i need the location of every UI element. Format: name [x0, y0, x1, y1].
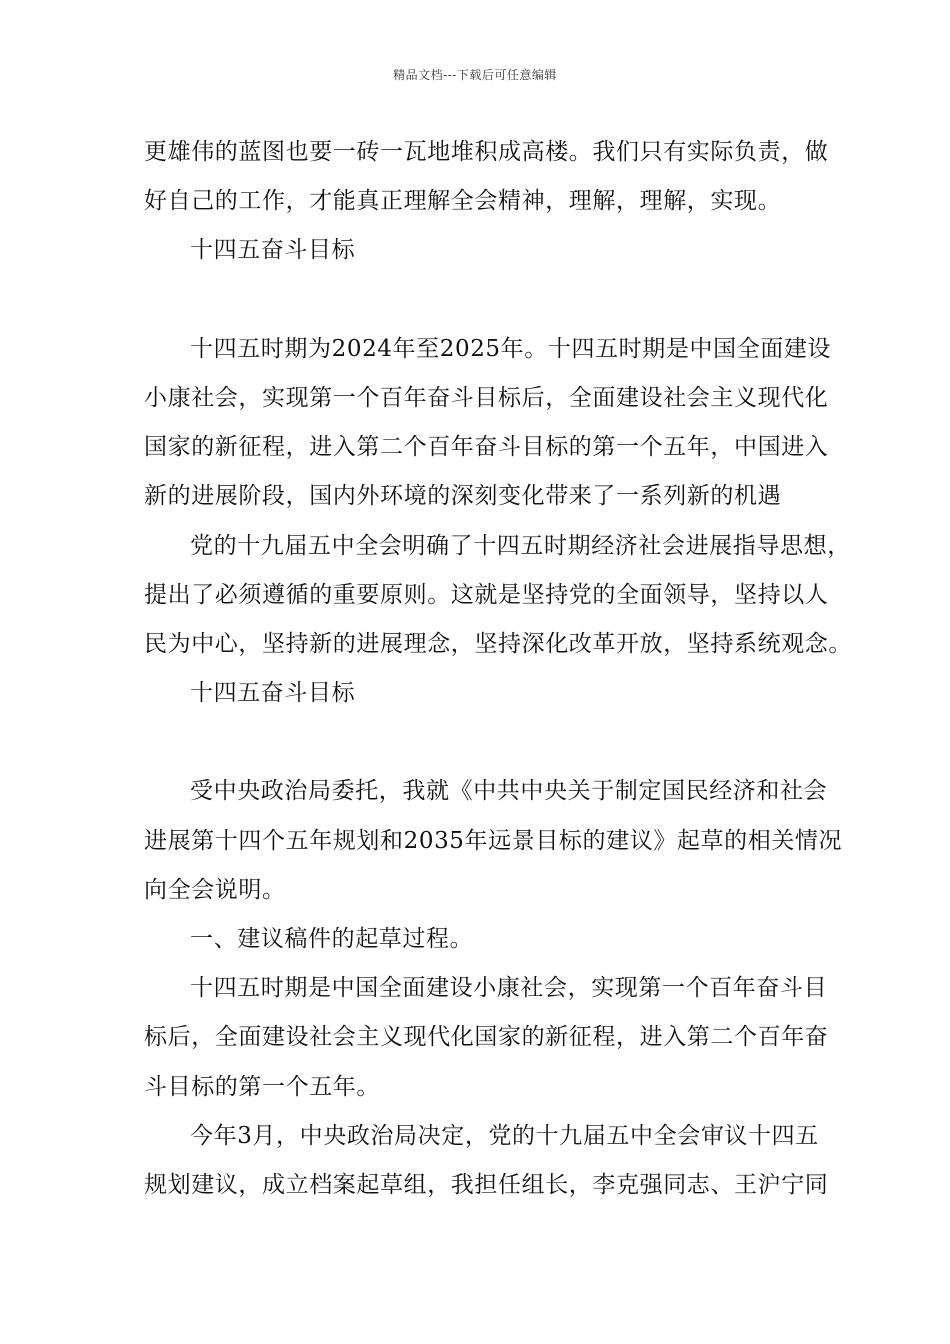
text-line: 受中央政治局委托，我就《中共中央关于制定国民经济和社会	[190, 778, 828, 805]
text-line: 十四五奋斗目标	[190, 237, 356, 264]
text-line: 民为中心，坚持新的进展理念，坚持深化改革开放，坚持系统观念。	[144, 630, 852, 657]
document-body	[144, 128, 852, 1210]
paragraph	[144, 128, 829, 226]
paragraph	[144, 915, 810, 964]
blank-line	[144, 718, 810, 767]
section-heading	[144, 226, 810, 275]
blank-line	[144, 276, 810, 325]
paragraph	[144, 1112, 829, 1210]
text-line: 好自己的工作，才能真正理解全会精神，理解，理解，实现。	[144, 188, 782, 215]
text-line: 十四五时期为2024年至2025年。十四五时期是中国全面建设	[190, 335, 832, 362]
paragraph	[144, 522, 852, 670]
text-line: 国家的新征程，进入第二个百年奋斗目标的第一个五年，中国进入	[144, 434, 829, 461]
text-line: 十四五时期是中国全面建设小康社会，实现第一个百年奋斗目	[190, 975, 828, 1002]
text-line: 十四五奋斗目标	[190, 680, 356, 707]
text-line: 标后，全面建设社会主义现代化国家的新征程，进入第二个百年奋	[144, 1024, 829, 1051]
paragraph	[144, 325, 832, 522]
text-line: 今年3月，中央政治局决定，党的十九届五中全会审议十四五	[190, 1122, 819, 1149]
paragraph	[144, 767, 843, 915]
paragraph	[144, 964, 829, 1112]
text-line: 斗目标的第一个五年。	[144, 1073, 380, 1100]
text-line: 进展第十四个五年规划和2035年远景目标的建议》起草的相关情况	[144, 827, 843, 854]
text-line: 提出了必须遵循的重要原则。这就是坚持党的全面领导，坚持以人	[144, 581, 829, 608]
text-line: 向全会说明。	[144, 876, 286, 903]
text-line: 党的十九届五中全会明确了十四五时期经济社会进展指导思想，	[190, 532, 851, 559]
text-line: 更雄伟的蓝图也要一砖一瓦地堆积成高楼。我们只有实际负责，做	[144, 139, 829, 165]
page-header: 精品文档---下载后可任意编辑	[393, 68, 557, 82]
section-heading	[144, 669, 810, 718]
text-line: 规划建议，成立档案起草组，我担任组长，李克强同志、王沪宁同	[144, 1171, 829, 1198]
text-line: 小康社会，实现第一个百年奋斗目标后，全面建设社会主义现代化	[144, 384, 829, 411]
text-line: 一、建议稿件的起草过程。	[190, 926, 474, 952]
text-line: 新的进展阶段，国内外环境的深刻变化带来了一系列新的机遇	[144, 483, 782, 510]
